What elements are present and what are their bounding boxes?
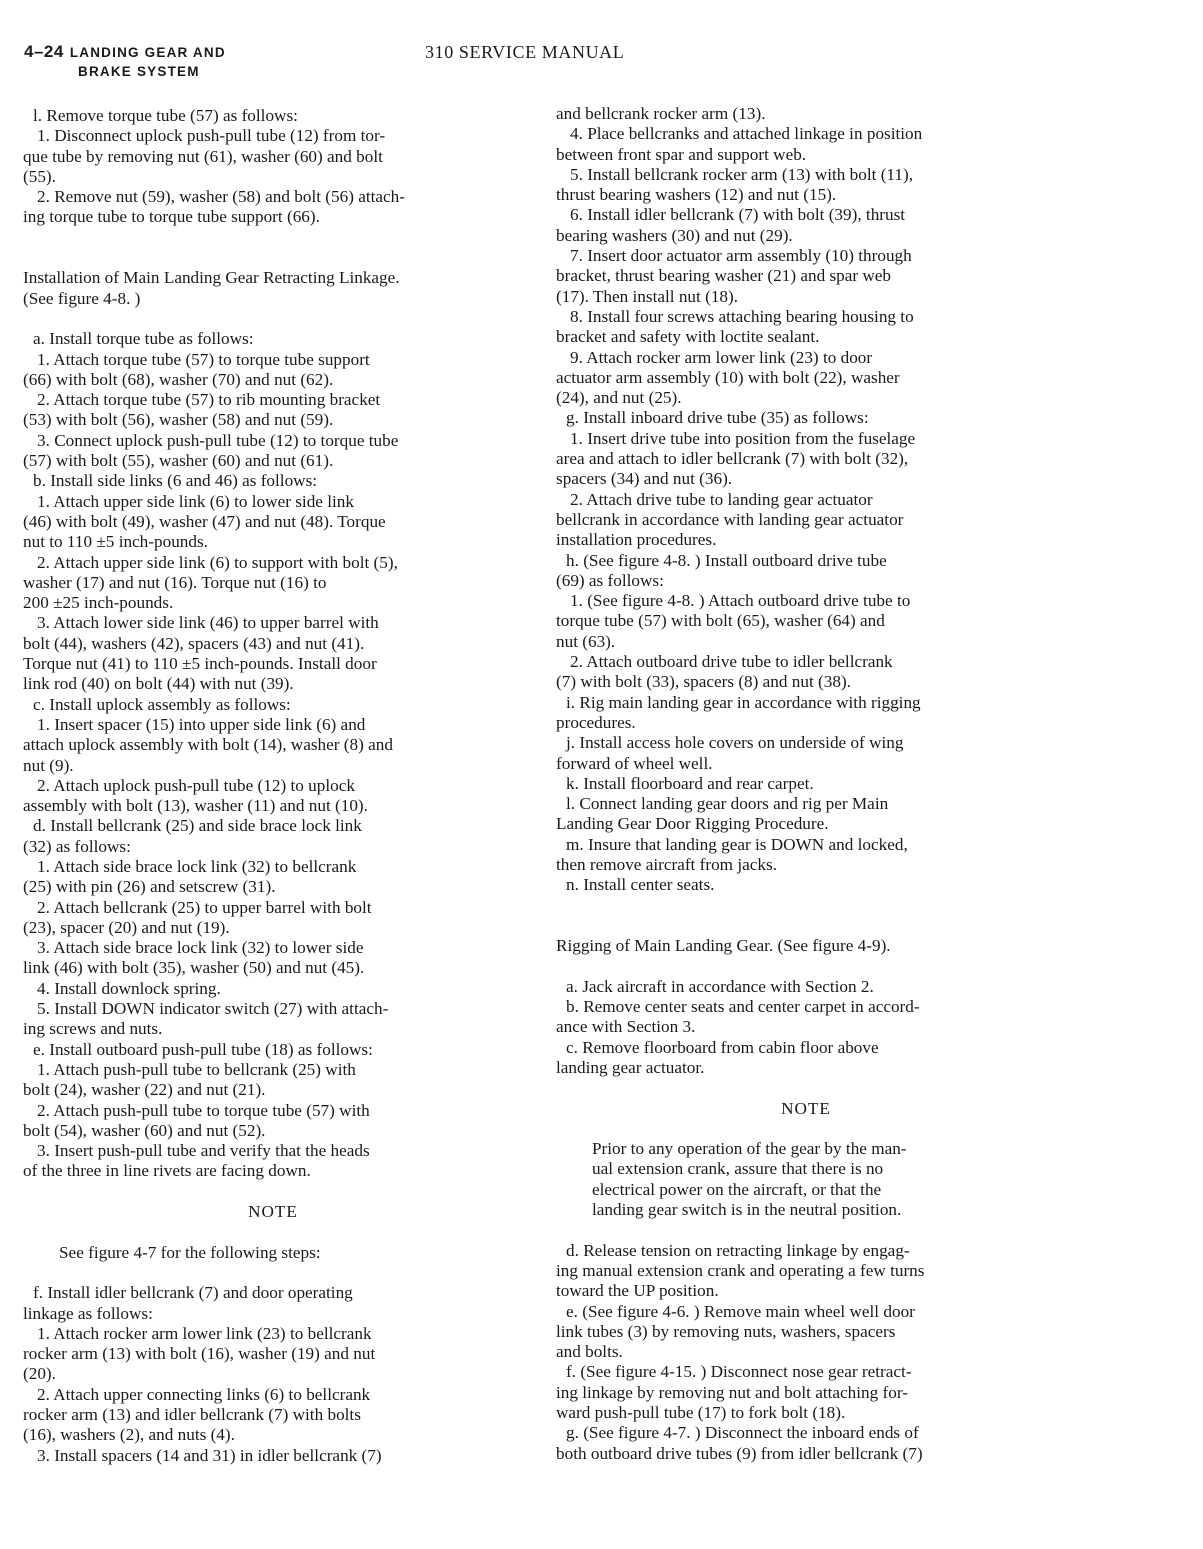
page-header-section [24, 42, 324, 79]
text-line: 9. Attach rocker arm lower link (23) to door [570, 347, 873, 367]
text-line: n. Install center seats. [566, 875, 715, 895]
installation-steps-a-e [23, 329, 523, 1181]
text-line: 1. Insert spacer (15) into upper side link (6) and [37, 714, 366, 734]
text-line: attach uplock assembly with bolt (14), washer (8) and [23, 735, 393, 755]
note-line: electrical power on the aircraft, or that the [592, 1179, 882, 1199]
text-line: 6. Install idler bellcrank (7) with bolt (39), thrust [570, 205, 906, 225]
text-line: Torque nut (41) to 110 ±5 inch-pounds. Install door [23, 654, 377, 674]
text-line: l. Remove torque tube (57) as follows: [33, 106, 298, 125]
text-line: (20). [23, 1364, 56, 1384]
text-line: a. Jack aircraft in accordance with Section 2. [566, 976, 874, 996]
text-line: 8. Install four screws attaching bearing housing to [570, 306, 914, 326]
step-l-block [23, 106, 523, 228]
text-line: (57) with bolt (55), washer (60) and nut (61). [23, 451, 334, 471]
text-line: bolt (44), washers (42), spacers (43) and nut (41). [23, 633, 365, 653]
text-line: area and attach to idler bellcrank (7) with bolt (32), [556, 449, 909, 469]
text-line: (69) as follows: [556, 570, 664, 590]
text-line: 2. Attach uplock push-pull tube (12) to uplock [37, 775, 355, 795]
text-line: 3. Connect uplock push-pull tube (12) to torque tube [37, 430, 399, 450]
text-line: 3. Attach lower side link (46) to upper barrel with [37, 613, 379, 633]
text-line: c. Install uplock assembly as follows: [33, 694, 291, 714]
note-line: landing gear switch is in the neutral position. [592, 1200, 902, 1220]
note-line: Prior to any operation of the gear by the man- [592, 1139, 907, 1159]
text-line: k. Install floorboard and rear carpet. [566, 773, 814, 793]
text-line: forward of wheel well. [556, 753, 713, 773]
text-line: b. Remove center seats and center carpet in accord- [566, 997, 920, 1017]
text-line: toward the UP position. [556, 1281, 719, 1301]
text-line: a. Install torque tube as follows: [33, 329, 254, 349]
section-title-line1: LANDING GEAR AND [69, 45, 226, 60]
text-line: both outboard drive tubes (9) from idler bellcrank (7) [556, 1443, 923, 1463]
text-line: ance with Section 3. [556, 1017, 696, 1037]
text-line: 1. Insert drive tube into position from the fuselage [570, 428, 916, 448]
text-line: link tubes (3) by removing nuts, washers, spacers [556, 1321, 896, 1341]
rigging-heading: Rigging of Main Landing Gear. (See figure 4-9). [556, 936, 891, 956]
note-line: ual extension crank, assure that there is no [592, 1159, 884, 1179]
rigging-note-text [556, 1139, 1056, 1220]
text-line: 5. Install DOWN indicator switch (27) with attach- [37, 999, 389, 1019]
text-line: ing linkage by removing nut and bolt attaching for- [556, 1382, 908, 1402]
text-line: e. Install outboard push-pull tube (18) as follows: [33, 1039, 373, 1059]
text-line: (16), washers (2), and nuts (4). [23, 1425, 235, 1445]
text-line: Landing Gear Door Rigging Procedure. [556, 814, 829, 834]
text-line: installation procedures. [556, 530, 717, 550]
text-line: 4. Place bellcranks and attached linkage in position [570, 124, 923, 144]
installation-step-f [23, 1283, 523, 1466]
text-line: 7. Insert door actuator arm assembly (10) through [570, 246, 912, 266]
text-line: 3. Install spacers (14 and 31) in idler bellcrank (7) [37, 1445, 382, 1465]
text-line: bracket and safety with loctite sealant. [556, 327, 820, 347]
text-line: g. Install inboard drive tube (35) as follows: [566, 408, 869, 428]
text-line: ing torque tube to torque tube support (66). [23, 207, 320, 227]
text-line: (66) with bolt (68), washer (70) and nut (62). [23, 369, 334, 389]
text-line: (17). Then install nut (18). [556, 286, 739, 306]
text-line: d. Release tension on retracting linkage by engag- [566, 1240, 910, 1260]
text-line: (55). [23, 166, 56, 186]
text-line: torque tube (57) with bolt (65), washer (64) and [556, 611, 885, 631]
text-line: 2. Attach bellcrank (25) to upper barrel with bolt [37, 897, 372, 917]
text-line: procedures. [556, 712, 636, 732]
text-line: 1. Attach upper side link (6) to lower side link [37, 491, 354, 511]
continued-steps-block [556, 104, 1056, 896]
text-line: and bellcrank rocker arm (13). [556, 104, 766, 123]
text-line: j. Install access hole covers on underside of wing [566, 733, 904, 753]
rigging-steps-d-g [556, 1241, 1056, 1464]
text-line: g. (See figure 4-7. ) Disconnect the inboard ends of [566, 1423, 919, 1443]
text-line: bracket, thrust bearing washer (21) and spar web [556, 266, 892, 286]
text-line: bolt (54), washer (60) and nut (52). [23, 1120, 266, 1140]
text-line: link (46) with bolt (35), washer (50) and nut (45). [23, 958, 365, 978]
text-line: (25) with pin (26) and setscrew (31). [23, 877, 276, 897]
text-line: washer (17) and nut (16). Torque nut (16) to [23, 572, 327, 592]
text-line: h. (See figure 4-8. ) Install outboard drive tube [566, 550, 887, 570]
text-line: spacers (34) and nut (36). [556, 469, 733, 489]
text-line: 2. Attach drive tube to landing gear actuator [570, 489, 873, 509]
text-line: (46) with bolt (49), washer (47) and nut (48). Torque [23, 511, 386, 531]
text-line: rocker arm (13) with bolt (16), washer (19) and nut [23, 1344, 376, 1364]
text-line: 200 ±25 inch-pounds. [23, 593, 174, 613]
text-line: nut to 110 ±5 inch-pounds. [23, 532, 208, 552]
text-line: assembly with bolt (13), washer (11) and nut (10). [23, 796, 368, 816]
text-line: e. (See figure 4-6. ) Remove main wheel well door [566, 1301, 915, 1321]
text-line: 1. Disconnect uplock push-pull tube (12) from tor- [37, 126, 386, 146]
text-line: thrust bearing washers (12) and nut (15). [556, 185, 837, 205]
text-line: 2. Attach push-pull tube to torque tube (57) with [37, 1100, 370, 1120]
rigging-note-label: NOTE [781, 1098, 831, 1118]
text-line: of the three in line rivets are facing down. [23, 1161, 311, 1181]
text-line: b. Install side links (6 and 46) as follows: [33, 471, 318, 491]
text-line: ing screws and nuts. [23, 1019, 163, 1039]
page-number: 4–24 [24, 42, 64, 61]
note-text: See figure 4-7 for the following steps: [59, 1242, 321, 1262]
text-line: link rod (40) on bolt (44) with nut (39). [23, 674, 294, 694]
text-line: d. Install bellcrank (25) and side brace lock link [33, 816, 362, 836]
text-line: bolt (24), washer (22) and nut (21). [23, 1080, 266, 1100]
text-line: m. Insure that landing gear is DOWN and locked, [566, 834, 908, 854]
text-line: bellcrank in accordance with landing gear actuator [556, 509, 904, 529]
text-line: and bolts. [556, 1342, 623, 1362]
text-line: rocker arm (13) and idler bellcrank (7) with bolts [23, 1405, 361, 1424]
text-line: (7) with bolt (33), spacers (8) and nut (38). [556, 672, 851, 692]
text-line: 2. Attach upper connecting links (6) to bellcrank [37, 1384, 371, 1404]
text-line: (53) with bolt (56), washer (58) and nut (59). [23, 410, 334, 430]
text-line: ing manual extension crank and operating a few turns [556, 1260, 925, 1280]
text-line: 1. Attach torque tube (57) to torque tube support [37, 349, 370, 369]
text-line: between front spar and support web. [556, 144, 807, 164]
text-line: que tube by removing nut (61), washer (60) and bolt [23, 146, 383, 166]
text-line: landing gear actuator. [556, 1057, 705, 1077]
text-line: 2. Attach outboard drive tube to idler bellcrank [570, 652, 893, 672]
text-line: 2. Attach upper side link (6) to support with bolt (5), [37, 552, 398, 572]
text-line: i. Rig main landing gear in accordance with rigging [566, 692, 921, 712]
installation-heading [23, 268, 523, 309]
text-line: 5. Install bellcrank rocker arm (13) with bolt (11), [570, 164, 914, 184]
text-line: actuator arm assembly (10) with bolt (22), washer [556, 367, 900, 387]
text-line: (See figure 4-8. ) [23, 288, 141, 308]
text-line: 2. Attach torque tube (57) to rib mounting bracket [37, 390, 381, 410]
section-title-line2: BRAKE SYSTEM [78, 64, 200, 79]
manual-title: 310 SERVICE MANUAL [425, 42, 625, 62]
note-label: NOTE [248, 1202, 298, 1222]
rigging-steps-a-c [556, 977, 1056, 1078]
right-column [556, 104, 1056, 1464]
text-line: Installation of Main Landing Gear Retracting Linkage. [23, 268, 400, 288]
text-line: (32) as follows: [23, 836, 131, 856]
text-line: then remove aircraft from jacks. [556, 854, 777, 874]
text-line: c. Remove floorboard from cabin floor above [566, 1037, 879, 1057]
text-line: f. (See figure 4-15. ) Disconnect nose gear retract- [566, 1362, 912, 1382]
text-line: l. Connect landing gear doors and rig per Main [566, 794, 889, 814]
text-line: (23), spacer (20) and nut (19). [23, 917, 230, 937]
left-column [23, 106, 523, 1466]
text-line: 3. Attach side brace lock link (32) to lower side [37, 938, 364, 958]
text-line: 2. Remove nut (59), washer (58) and bolt (56) attach- [37, 187, 405, 207]
text-line: ward push-pull tube (17) to fork bolt (18). [556, 1403, 846, 1422]
text-line: nut (9). [23, 755, 74, 775]
text-line: bearing washers (30) and nut (29). [556, 225, 793, 245]
text-line: 1. Attach rocker arm lower link (23) to bellcrank [37, 1323, 372, 1343]
text-line: nut (63). [556, 631, 616, 651]
text-line: (24), and nut (25). [556, 388, 682, 408]
text-line: 1. Attach push-pull tube to bellcrank (25) with [37, 1059, 356, 1079]
text-line: 3. Insert push-pull tube and verify that the heads [37, 1141, 370, 1161]
text-line: 1. (See figure 4-8. ) Attach outboard drive tube to [570, 591, 911, 611]
text-line: 4. Install downlock spring. [37, 978, 221, 998]
text-line: linkage as follows: [23, 1303, 153, 1323]
text-line: f. Install idler bellcrank (7) and door operating [33, 1283, 353, 1303]
text-line: 1. Attach side brace lock link (32) to bellcrank [37, 856, 357, 876]
